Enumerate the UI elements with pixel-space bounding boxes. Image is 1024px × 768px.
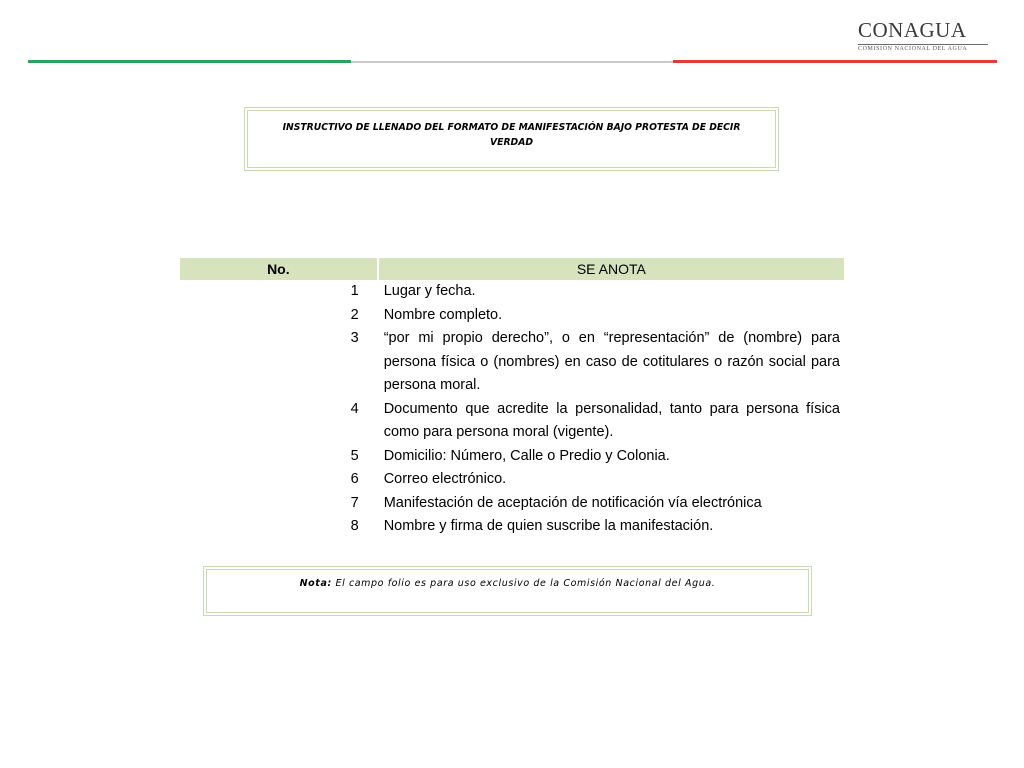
row-number: 2 <box>350 306 359 323</box>
note-label: Nota: <box>299 578 332 589</box>
stripe-green <box>28 60 351 63</box>
row-number: 1 <box>350 283 359 299</box>
table-row <box>180 445 844 469</box>
row-text: Documento que acredite la personalidad, tanto para persona física como para persona moral (vigente). <box>383 400 840 440</box>
row-text: “por mi propio derecho”, o en “representación” de (nombre) para persona física o (nombres) en caso de cotitulares o razón social para persona moral. <box>383 330 840 393</box>
row-number: 4 <box>350 400 359 417</box>
header-no: No. <box>180 258 378 280</box>
table-row <box>180 280 844 304</box>
row-number: 7 <box>350 494 359 511</box>
conagua-logo <box>858 18 990 54</box>
note-box <box>203 566 812 616</box>
row-number: 8 <box>350 518 359 534</box>
table-row <box>180 304 844 328</box>
row-number: 5 <box>350 447 359 464</box>
table-row <box>180 327 844 398</box>
row-text: Correo electrónico. <box>383 471 507 487</box>
logo-wordmark: CONAGUA <box>858 18 967 42</box>
document-title: INSTRUCTIVO DE LLENADO DEL FORMATO DE MANIFESTACIÓN BAJO PROTESTA DE DECIR VERDAD <box>282 122 741 148</box>
table-row <box>180 398 844 445</box>
row-number: 3 <box>350 330 359 346</box>
title-box <box>244 107 779 171</box>
table-row <box>180 468 844 492</box>
row-number: 6 <box>350 471 359 487</box>
row-text: Nombre completo. <box>383 306 503 323</box>
stripe-red <box>673 60 997 63</box>
note-text <box>204 578 811 589</box>
logo-rule <box>858 44 988 45</box>
row-text: Domicilio: Número, Calle o Predio y Colonia. <box>383 447 670 464</box>
header-se-anota: SE ANOTA <box>378 258 844 280</box>
table-row <box>180 492 844 516</box>
table-row <box>180 515 844 539</box>
instructions-table <box>180 258 844 539</box>
row-text: Lugar y fecha. <box>383 283 476 299</box>
row-text: Nombre y firma de quien suscribe la manifestación. <box>383 518 714 534</box>
stripe-gray <box>351 61 673 63</box>
table-header-row <box>180 258 844 280</box>
row-text: Manifestación de aceptación de notificación vía electrónica <box>383 494 762 511</box>
logo-subtitle: COMISIÓN NACIONAL DEL AGUA <box>858 46 968 52</box>
note-body: El campo folio es para uso exclusivo de la Comisión Nacional del Agua. <box>331 578 716 589</box>
